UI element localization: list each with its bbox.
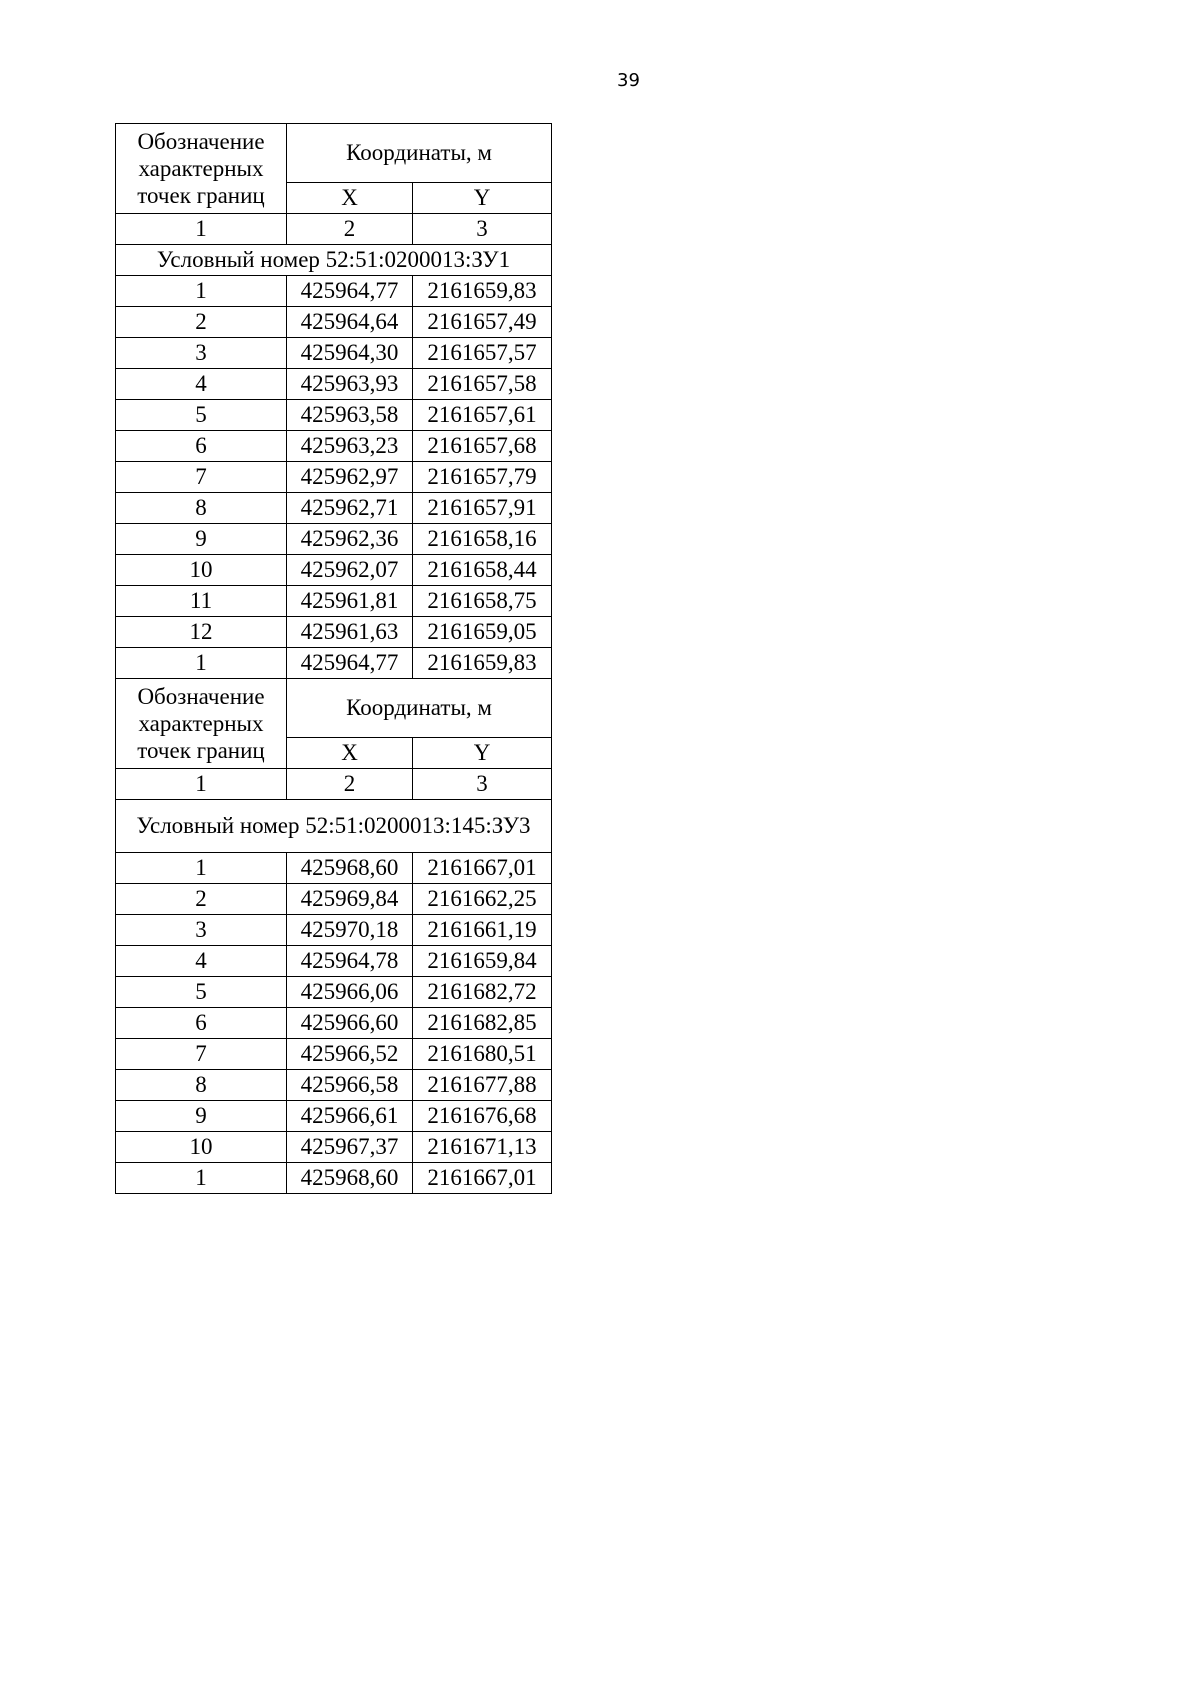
point-number: 4	[116, 946, 287, 977]
coordinates-header: Координаты, м	[287, 124, 552, 183]
table-row	[116, 1070, 552, 1101]
y-coordinate: 2161662,25	[413, 884, 552, 915]
table-row	[116, 400, 552, 431]
y-header: Y	[413, 738, 552, 769]
point-number: 10	[116, 555, 287, 586]
point-number: 7	[116, 1039, 287, 1070]
point-number: 5	[116, 977, 287, 1008]
point-number: 1	[116, 1163, 287, 1194]
y-coordinate: 2161676,68	[413, 1101, 552, 1132]
table-row	[116, 1163, 552, 1194]
section-title-row	[116, 245, 552, 276]
point-number: 3	[116, 338, 287, 369]
coordinates-table-body	[116, 124, 552, 1194]
y-coordinate: 2161659,84	[413, 946, 552, 977]
y-coordinate: 2161657,68	[413, 431, 552, 462]
coordinates-table	[115, 123, 552, 1194]
table-row	[116, 462, 552, 493]
point-number: 9	[116, 524, 287, 555]
x-coordinate: 425966,60	[287, 1008, 413, 1039]
x-coordinate: 425961,63	[287, 617, 413, 648]
y-coordinate: 2161682,72	[413, 977, 552, 1008]
x-header: X	[287, 183, 413, 214]
table-row	[116, 946, 552, 977]
x-coordinate: 425964,77	[287, 648, 413, 679]
x-coordinate: 425968,60	[287, 1163, 413, 1194]
y-coordinate: 2161657,49	[413, 307, 552, 338]
x-coordinate: 425964,64	[287, 307, 413, 338]
y-coordinate: 2161657,91	[413, 493, 552, 524]
y-coordinate: 2161657,57	[413, 338, 552, 369]
table-row	[116, 586, 552, 617]
x-coordinate: 425966,58	[287, 1070, 413, 1101]
point-number: 11	[116, 586, 287, 617]
y-coordinate: 2161658,16	[413, 524, 552, 555]
table-row	[116, 1132, 552, 1163]
x-coordinate: 425962,97	[287, 462, 413, 493]
x-coordinate: 425966,52	[287, 1039, 413, 1070]
table-row	[116, 617, 552, 648]
point-number: 1	[116, 648, 287, 679]
section-title-row	[116, 800, 552, 853]
x-coordinate: 425962,36	[287, 524, 413, 555]
x-coordinate: 425962,71	[287, 493, 413, 524]
table-row	[116, 431, 552, 462]
x-coordinate: 425964,78	[287, 946, 413, 977]
point-number: 3	[116, 915, 287, 946]
column-number-1: 1	[116, 214, 287, 245]
y-coordinate: 2161677,88	[413, 1070, 552, 1101]
table-row	[116, 369, 552, 400]
y-coordinate: 2161667,01	[413, 1163, 552, 1194]
point-number: 5	[116, 400, 287, 431]
table-row	[116, 493, 552, 524]
page-number: 39	[617, 70, 640, 91]
designation-header: Обозначение характерных точек границ	[116, 124, 287, 214]
table-row	[116, 1101, 552, 1132]
y-coordinate: 2161658,44	[413, 555, 552, 586]
point-number: 9	[116, 1101, 287, 1132]
table-row	[116, 307, 552, 338]
x-coordinate: 425969,84	[287, 884, 413, 915]
y-coordinate: 2161671,13	[413, 1132, 552, 1163]
y-coordinate: 2161680,51	[413, 1039, 552, 1070]
point-number: 7	[116, 462, 287, 493]
point-number: 8	[116, 493, 287, 524]
column-number-2: 2	[287, 769, 413, 800]
table-row	[116, 338, 552, 369]
y-coordinate: 2161657,58	[413, 369, 552, 400]
y-header: Y	[413, 183, 552, 214]
point-number: 2	[116, 884, 287, 915]
point-number: 2	[116, 307, 287, 338]
x-coordinate: 425967,37	[287, 1132, 413, 1163]
column-number-row	[116, 214, 552, 245]
point-number: 8	[116, 1070, 287, 1101]
x-coordinate: 425966,06	[287, 977, 413, 1008]
header-row	[116, 679, 552, 738]
designation-header: Обозначение характерных точек границ	[116, 679, 287, 769]
y-coordinate: 2161657,61	[413, 400, 552, 431]
table-row	[116, 884, 552, 915]
y-coordinate: 2161657,79	[413, 462, 552, 493]
x-coordinate: 425970,18	[287, 915, 413, 946]
section-title: Условный номер 52:51:0200013:145:ЗУ3	[116, 800, 552, 853]
y-coordinate: 2161659,83	[413, 276, 552, 307]
table-row	[116, 524, 552, 555]
table-row	[116, 977, 552, 1008]
coordinates-header: Координаты, м	[287, 679, 552, 738]
header-row	[116, 124, 552, 183]
column-number-3: 3	[413, 769, 552, 800]
y-coordinate: 2161659,83	[413, 648, 552, 679]
table-row	[116, 276, 552, 307]
x-coordinate: 425963,23	[287, 431, 413, 462]
y-coordinate: 2161658,75	[413, 586, 552, 617]
x-coordinate: 425963,58	[287, 400, 413, 431]
point-number: 12	[116, 617, 287, 648]
y-coordinate: 2161661,19	[413, 915, 552, 946]
table-row	[116, 1039, 552, 1070]
x-coordinate: 425968,60	[287, 853, 413, 884]
column-number-3: 3	[413, 214, 552, 245]
table-row	[116, 1008, 552, 1039]
x-coordinate: 425964,30	[287, 338, 413, 369]
table-row	[116, 915, 552, 946]
point-number: 10	[116, 1132, 287, 1163]
x-coordinate: 425963,93	[287, 369, 413, 400]
x-coordinate: 425961,81	[287, 586, 413, 617]
x-coordinate: 425964,77	[287, 276, 413, 307]
x-coordinate: 425966,61	[287, 1101, 413, 1132]
section-title: Условный номер 52:51:0200013:ЗУ1	[116, 245, 552, 276]
x-coordinate: 425962,07	[287, 555, 413, 586]
table-row	[116, 648, 552, 679]
table-row	[116, 555, 552, 586]
point-number: 1	[116, 276, 287, 307]
y-coordinate: 2161667,01	[413, 853, 552, 884]
column-number-1: 1	[116, 769, 287, 800]
table-row	[116, 853, 552, 884]
y-coordinate: 2161682,85	[413, 1008, 552, 1039]
column-number-row	[116, 769, 552, 800]
point-number: 6	[116, 431, 287, 462]
point-number: 4	[116, 369, 287, 400]
y-coordinate: 2161659,05	[413, 617, 552, 648]
x-header: X	[287, 738, 413, 769]
column-number-2: 2	[287, 214, 413, 245]
point-number: 1	[116, 853, 287, 884]
point-number: 6	[116, 1008, 287, 1039]
